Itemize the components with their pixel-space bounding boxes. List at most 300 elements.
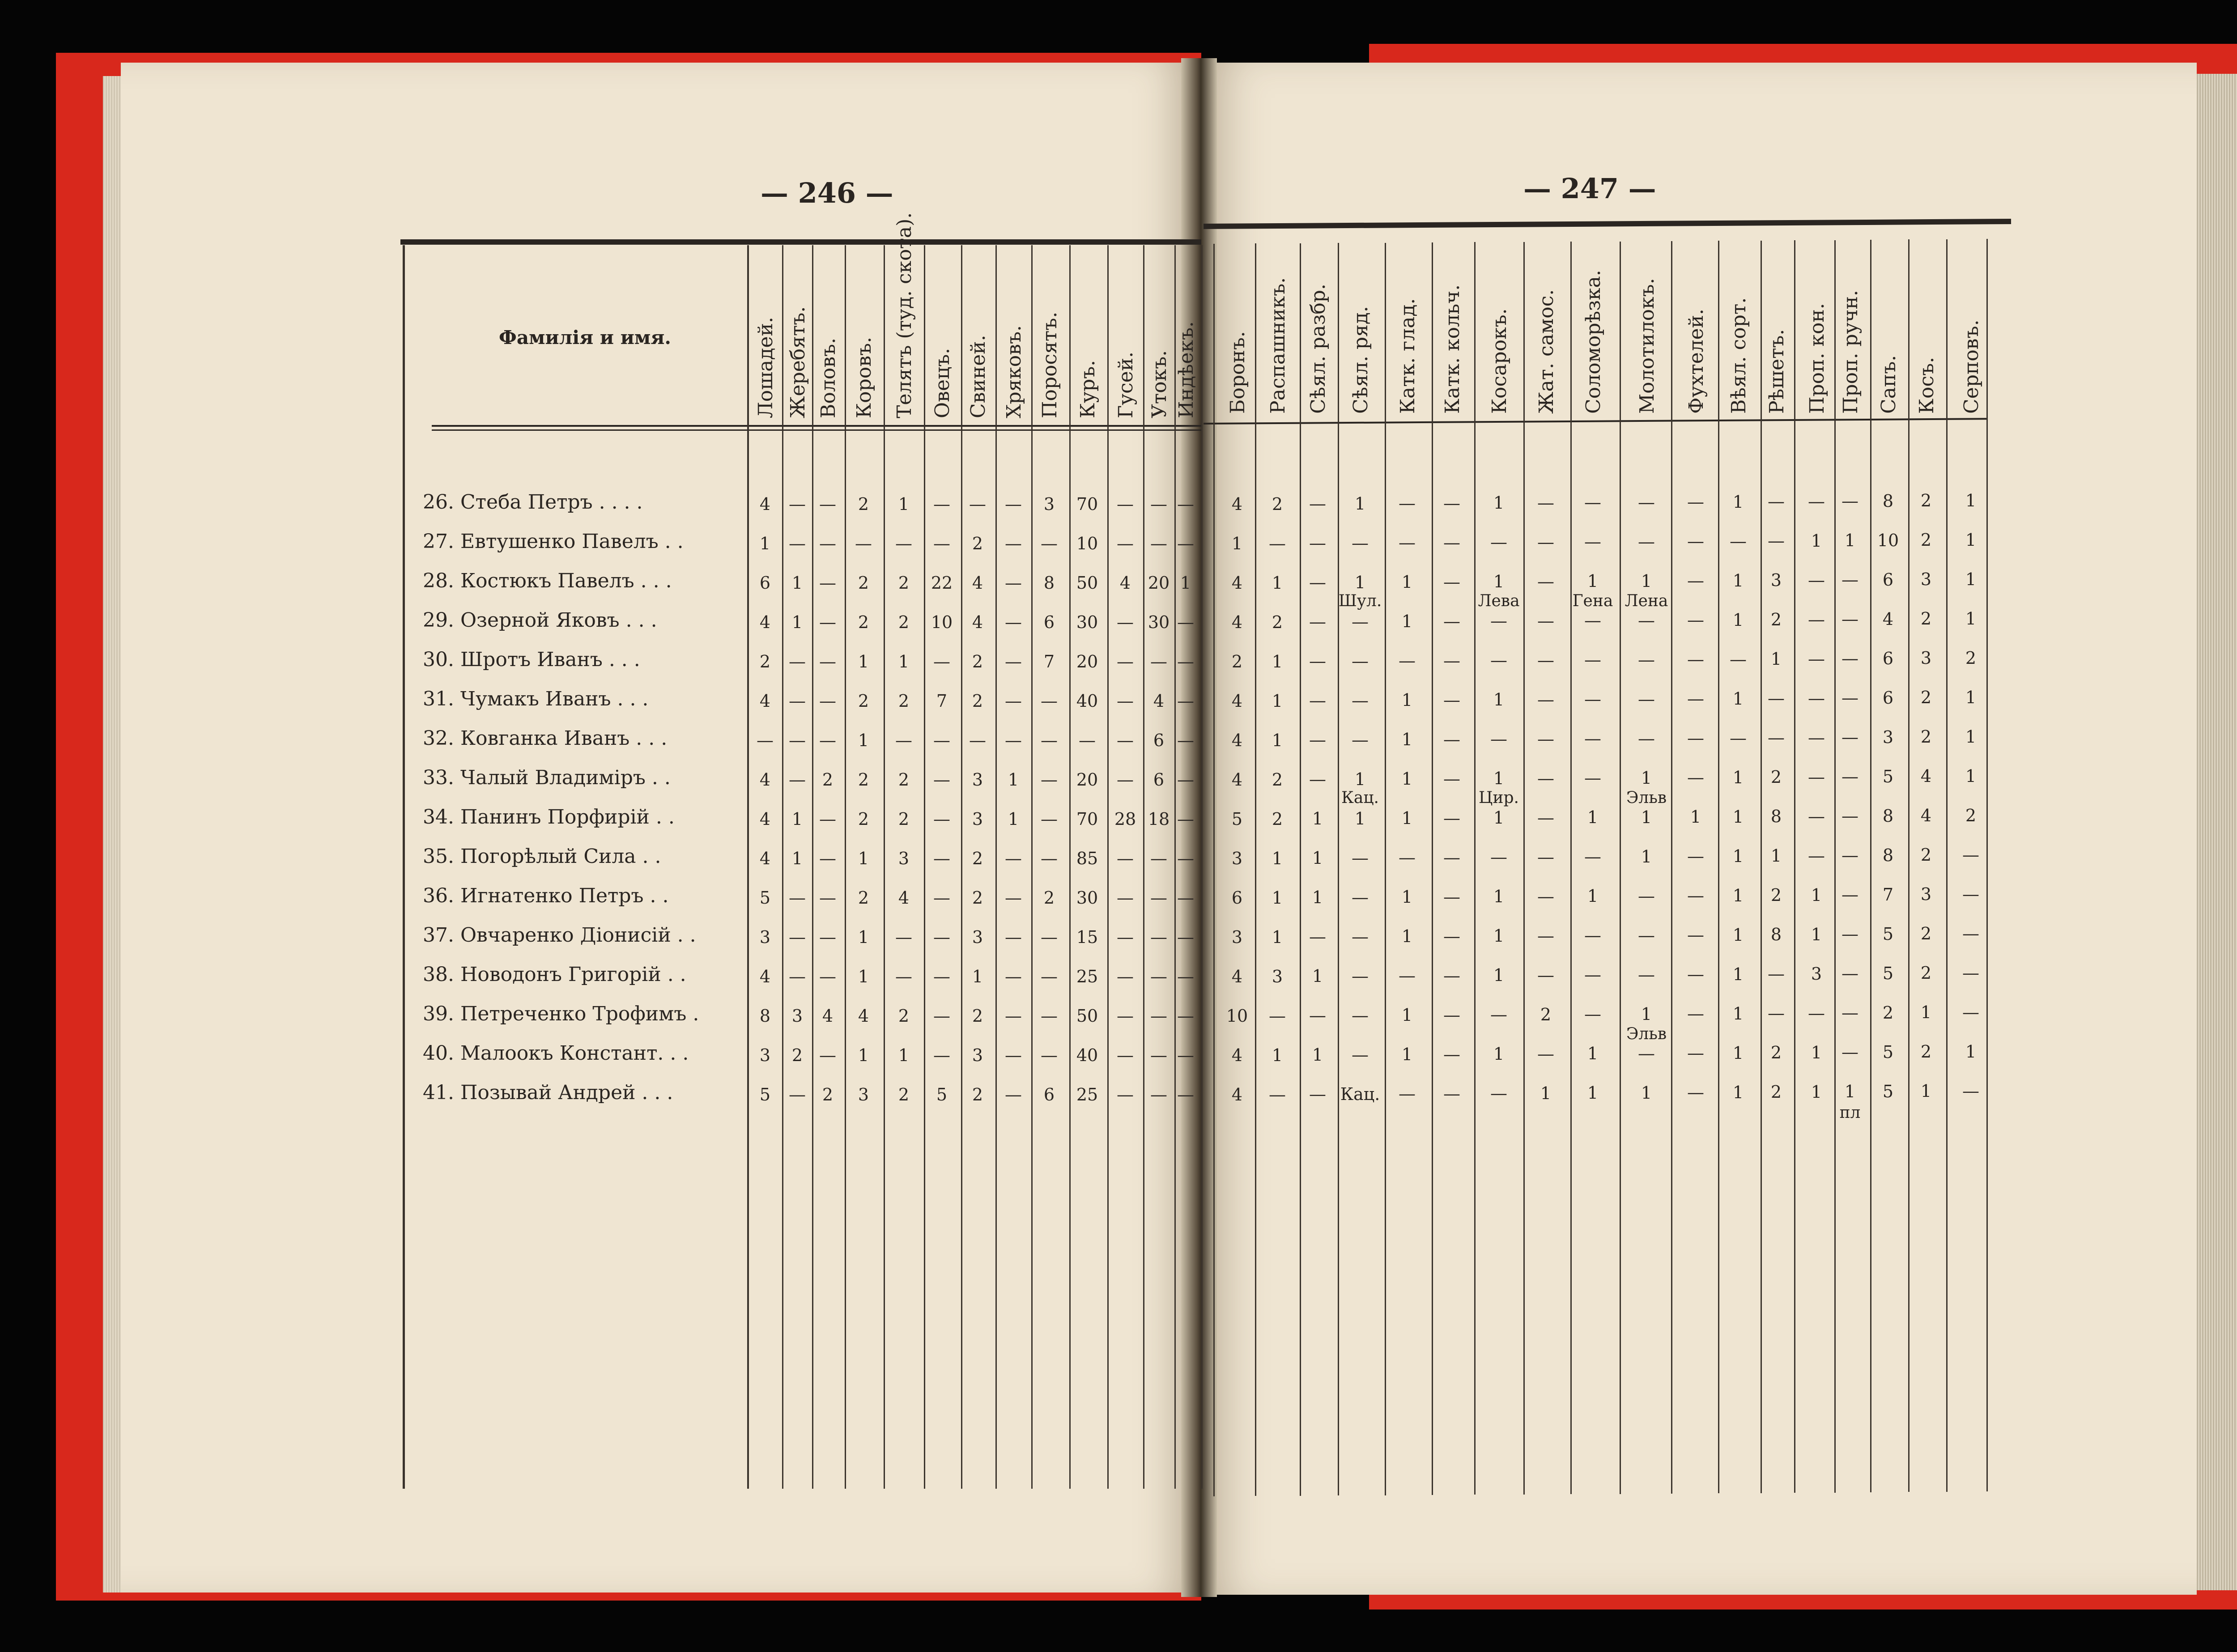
cell-left: 20 <box>1148 573 1170 593</box>
row-name: 28. Костюкъ Павелъ . . . <box>423 569 672 592</box>
cell-left: 1 <box>972 967 983 986</box>
cell-right: 3 <box>1920 648 1932 668</box>
cell-left: — <box>1117 1085 1134 1104</box>
cell-left: 10 <box>931 612 953 632</box>
cell-right: — <box>1584 965 1601 985</box>
cell-right: — <box>1584 650 1601 670</box>
cell-right: 1 <box>1587 1083 1599 1103</box>
cell-left: — <box>1079 730 1096 750</box>
cell-right: 1 <box>1401 926 1413 946</box>
cell-right: 1 <box>1920 1081 1932 1101</box>
cell-right: 1 <box>1641 1004 1652 1024</box>
column-line-right <box>1718 241 1719 1493</box>
row-name: 41. Позывай Андрей . . . <box>423 1081 673 1104</box>
cell-left: 3 <box>791 1006 803 1026</box>
cell-right: 5 <box>1882 963 1894 983</box>
cell-right: 1 <box>1770 649 1782 669</box>
cell-right: 2 <box>1965 648 1977 668</box>
cell-right: — <box>1352 966 1369 986</box>
cell-right: — <box>1443 611 1460 631</box>
column-line-left <box>924 245 925 1489</box>
cell-left: — <box>789 494 806 514</box>
cell-right: — <box>1808 845 1825 866</box>
cell-right: 8 <box>1882 845 1894 865</box>
row-name: 29. Озерной Яковъ . . . <box>423 609 657 632</box>
cell-note: Эльв <box>1626 789 1667 807</box>
row-name: 30. Шротъ Иванъ . . . <box>423 648 640 671</box>
cell-left: 3 <box>759 927 771 947</box>
cell-left: 2 <box>858 809 869 829</box>
cell-left: 5 <box>759 888 771 908</box>
cell-right: 1 <box>1844 531 1856 550</box>
column-line-right <box>1432 242 1433 1495</box>
cell-right: 2 <box>1920 688 1932 707</box>
cell-right: 1 <box>1493 690 1505 709</box>
cell-note: Цир. <box>1479 789 1519 807</box>
cell-right: — <box>1490 729 1507 749</box>
cell-left: — <box>1177 849 1194 868</box>
cell-right: 1 <box>1493 769 1505 788</box>
cell-left: — <box>819 652 836 671</box>
cell-right: — <box>1841 1003 1858 1023</box>
cell-right: — <box>1841 570 1858 590</box>
column-header-right: Сѣял. ряд. <box>1349 306 1372 414</box>
cell-right: — <box>1269 1006 1286 1026</box>
cell-right: 6 <box>1882 648 1894 668</box>
cell-note: Шул. <box>1338 592 1382 610</box>
cell-right: 1 <box>1354 493 1366 514</box>
cell-right: — <box>1352 848 1369 868</box>
cell-right: — <box>1269 1084 1286 1104</box>
cell-left: 8 <box>1043 573 1055 593</box>
column-line-left <box>1201 245 1203 1489</box>
cell-right: 1 <box>1401 887 1413 907</box>
cell-left: 2 <box>898 809 910 829</box>
cell-left: 2 <box>1043 888 1055 908</box>
column-line-right <box>1523 242 1525 1495</box>
cell-left: 2 <box>858 494 869 514</box>
cell-left: 6 <box>1043 612 1055 632</box>
cell-right: 8 <box>1882 491 1894 511</box>
cell-right: — <box>1808 727 1825 747</box>
cell-left: — <box>1041 967 1058 986</box>
cell-left: — <box>1177 927 1194 947</box>
cell-right: — <box>1537 886 1554 906</box>
cell-right: 1 <box>1401 1045 1413 1064</box>
cell-left: — <box>1005 1006 1022 1026</box>
column-header-right: Соломорѣзка. <box>1582 270 1605 414</box>
cell-left: — <box>933 534 950 553</box>
column-line-left <box>995 245 997 1489</box>
cell-right: — <box>1687 689 1704 709</box>
cell-right: 2 <box>1231 652 1243 671</box>
column-header-left: Телятъ (туд. скота). <box>893 212 916 418</box>
cell-left: 22 <box>931 573 953 593</box>
cell-left: — <box>819 1045 836 1065</box>
column-header-left: Поросятъ. <box>1038 311 1061 418</box>
cell-left: 2 <box>972 849 983 868</box>
cell-left: — <box>1117 534 1134 553</box>
cell-right: — <box>1352 533 1369 553</box>
cell-right: — <box>1399 1084 1416 1104</box>
cell-right: — <box>1808 1003 1825 1023</box>
cell-left: 1 <box>858 1045 869 1065</box>
cell-note: пл <box>1839 1104 1861 1122</box>
cell-right: 1 <box>1272 573 1283 593</box>
cell-left: 5 <box>936 1085 948 1104</box>
cell-right: — <box>1841 688 1858 708</box>
cell-right: — <box>1352 690 1369 710</box>
cell-right: 1 <box>1641 1083 1652 1103</box>
cell-left: — <box>1005 612 1022 632</box>
cell-left: — <box>1150 1085 1167 1104</box>
cell-right: — <box>1638 610 1655 630</box>
cell-left: 6 <box>759 573 771 593</box>
cell-right: — <box>1808 570 1825 590</box>
cell-left: 18 <box>1148 809 1170 829</box>
column-line-left <box>961 245 962 1489</box>
cell-right: — <box>1638 492 1655 512</box>
cell-right: 2 <box>1770 767 1782 787</box>
cell-right: — <box>1584 926 1601 945</box>
cell-right: 1 <box>1732 1082 1744 1102</box>
cell-right: — <box>1841 885 1858 905</box>
cell-left: 2 <box>858 691 869 711</box>
cell-right: 2 <box>1272 494 1283 514</box>
cell-right: 1 <box>1272 888 1283 908</box>
cell-left: 2 <box>898 612 910 632</box>
column-line-right <box>1908 239 1910 1492</box>
column-line-right <box>1946 239 1948 1492</box>
cell-note: Кац. <box>1341 789 1379 807</box>
cell-left: 4 <box>759 494 771 514</box>
column-header-left: Утокъ. <box>1148 350 1171 418</box>
cell-right: 4 <box>1231 1085 1243 1104</box>
cell-left: — <box>969 730 986 750</box>
cell-right: 1 <box>1312 809 1323 828</box>
cell-left: 2 <box>972 652 983 671</box>
cell-left: — <box>1177 691 1194 711</box>
row-name: 35. Погорѣлый Сила . . <box>423 845 661 868</box>
cell-left: 1 <box>791 612 803 632</box>
cell-left: 4 <box>759 612 771 632</box>
cell-right: — <box>1638 728 1655 748</box>
cell-right: — <box>1537 493 1554 513</box>
cell-left: — <box>1177 809 1194 829</box>
cell-left: 1 <box>858 730 869 750</box>
cell-right: 1 <box>1965 530 1977 550</box>
cell-left: 3 <box>972 809 983 829</box>
cell-left: — <box>1117 888 1134 908</box>
cell-right: 4 <box>1231 691 1243 711</box>
cell-left: — <box>1177 1006 1194 1026</box>
cell-left: — <box>1177 494 1194 514</box>
cell-right: — <box>1638 531 1655 552</box>
cell-left: 30 <box>1076 612 1098 632</box>
cell-right: — <box>1309 651 1326 671</box>
cell-left: — <box>819 494 836 514</box>
cell-right: 10 <box>1877 530 1899 550</box>
cell-left: — <box>1177 534 1194 553</box>
cell-left: 15 <box>1076 927 1098 947</box>
cell-right: — <box>1443 729 1460 749</box>
column-header-right: Рѣшетъ. <box>1765 329 1788 414</box>
cell-right: — <box>1443 532 1460 552</box>
column-line-right <box>1794 240 1795 1493</box>
column-line-left <box>1107 245 1109 1489</box>
cell-left: — <box>819 573 836 593</box>
header-rule-left-2 <box>432 429 1201 431</box>
cell-left: — <box>1150 652 1167 671</box>
column-line-right <box>1338 243 1339 1495</box>
cell-right: — <box>1687 925 1704 945</box>
cell-left: — <box>819 967 836 986</box>
cell-right: 3 <box>1920 569 1932 589</box>
cell-left: 40 <box>1076 691 1098 711</box>
cell-right: 1 <box>1732 807 1744 827</box>
cell-right: 1 <box>1732 570 1744 590</box>
cell-right: — <box>1808 806 1825 826</box>
cell-left: 6 <box>1153 730 1165 750</box>
cell-right: — <box>1443 769 1460 789</box>
cell-right: 3 <box>1920 884 1932 904</box>
column-header-right: Сапъ. <box>1877 355 1900 414</box>
cell-right: 2 <box>1770 1043 1782 1062</box>
cell-right: 1 <box>1354 572 1366 592</box>
cell-right: 6 <box>1882 688 1894 708</box>
cell-left: 4 <box>759 691 771 711</box>
column-header-right: Молотилокъ. <box>1636 278 1659 414</box>
cell-left: 30 <box>1076 888 1098 908</box>
cell-right: 1 <box>1272 651 1283 671</box>
row-name: 32. Ковганка Иванъ . . . <box>423 727 668 750</box>
cell-right: — <box>1537 729 1554 749</box>
cell-left: 7 <box>1043 652 1055 671</box>
cell-left: — <box>1041 809 1058 829</box>
cell-right: 1 <box>1641 768 1652 788</box>
cell-left: — <box>1005 1045 1022 1065</box>
cell-left: 2 <box>972 1006 983 1026</box>
cell-left: — <box>1041 1045 1058 1065</box>
cell-right: — <box>1309 573 1326 592</box>
column-line-right <box>1385 243 1386 1495</box>
cell-right: 6 <box>1882 569 1894 590</box>
cell-right: 1 <box>1732 964 1744 984</box>
cell-left: — <box>1005 888 1022 908</box>
column-line-right <box>1834 240 1836 1493</box>
cell-left: 3 <box>972 1045 983 1065</box>
column-header-left: Свиней. <box>967 335 990 418</box>
cell-right: 8 <box>1770 925 1782 944</box>
cell-right: — <box>1537 650 1554 670</box>
cell-left: 2 <box>898 691 910 711</box>
cell-left: — <box>1117 691 1134 711</box>
cell-left: 1 <box>791 809 803 829</box>
cell-right: — <box>1584 611 1601 630</box>
cell-left: — <box>933 730 950 750</box>
cell-right: — <box>1537 689 1554 709</box>
cell-right: 3 <box>1231 927 1243 947</box>
cell-right: 1 <box>1493 1044 1505 1064</box>
cell-left: 40 <box>1076 1045 1098 1065</box>
cell-right: 3 <box>1811 964 1822 984</box>
cell-right: — <box>1687 1043 1704 1063</box>
cell-right: 8 <box>1770 807 1782 826</box>
cell-left: — <box>789 730 806 750</box>
cell-right: — <box>1537 768 1554 788</box>
cell-left: 20 <box>1076 770 1098 790</box>
cell-right: — <box>1841 1042 1858 1062</box>
cell-left: 5 <box>759 1085 771 1104</box>
column-line-left <box>1031 245 1033 1489</box>
cell-left: — <box>1177 888 1194 908</box>
cell-right: — <box>1309 1006 1326 1025</box>
cell-left: — <box>819 612 836 632</box>
cell-left: 4 <box>1153 691 1165 711</box>
cell-left: — <box>789 1085 806 1104</box>
cell-left: 4 <box>759 967 771 986</box>
column-line-left <box>782 245 783 1489</box>
cell-right: — <box>1309 730 1326 750</box>
cell-left: 4 <box>1119 573 1131 593</box>
cell-left: 20 <box>1076 652 1098 671</box>
cell-left: — <box>1041 1006 1058 1026</box>
cell-right: — <box>1399 493 1416 513</box>
column-header-right: Сѣял. разбр. <box>1307 284 1330 414</box>
row-name: 37. Овчаренко Діонисій . . <box>423 924 696 947</box>
cell-right: 5 <box>1882 1042 1894 1062</box>
cell-right: 1 <box>1965 608 1977 629</box>
cell-right: 2 <box>1770 1082 1782 1102</box>
cell-right: — <box>1443 690 1460 710</box>
cell-right: 2 <box>1920 609 1932 629</box>
cell-left: 3 <box>1043 494 1055 514</box>
cell-right: — <box>1638 650 1655 670</box>
cell-right: — <box>1443 572 1460 592</box>
row-name: 39. Петреченко Трофимъ . <box>423 1002 699 1025</box>
cell-right: 1 <box>1401 690 1413 710</box>
column-header-right: Боронъ. <box>1226 331 1249 414</box>
cell-left: 85 <box>1076 849 1098 868</box>
cell-left: 2 <box>822 1085 834 1104</box>
cell-right: 1 <box>1493 887 1505 906</box>
cell-right: 1 <box>1493 926 1505 946</box>
cell-right: — <box>1638 689 1655 709</box>
column-line-right <box>1986 239 1988 1491</box>
cell-left: — <box>1117 927 1134 947</box>
cell-left: 3 <box>898 849 910 868</box>
cell-right: — <box>1768 728 1785 747</box>
cell-right: — <box>1962 1081 1979 1101</box>
cell-right: — <box>1808 649 1825 669</box>
cell-right: 1 <box>1354 769 1366 789</box>
cell-right: 1 <box>1732 885 1744 905</box>
cell-right: 1 <box>1732 688 1744 709</box>
cell-left: — <box>1041 927 1058 947</box>
cell-left: — <box>933 770 950 790</box>
table-left-border <box>403 245 405 1489</box>
cell-right: — <box>1352 730 1369 750</box>
cell-left: — <box>789 888 806 908</box>
cell-left: — <box>933 967 950 986</box>
cell-right: 1 <box>1811 885 1822 905</box>
column-line-left <box>812 245 813 1489</box>
cell-right: — <box>1687 964 1704 984</box>
column-line-right <box>1620 242 1621 1494</box>
cell-left: — <box>1150 927 1167 947</box>
column-header-left: Коровъ. <box>853 337 876 418</box>
cell-right: 2 <box>1920 727 1932 747</box>
cell-left: — <box>819 888 836 908</box>
cell-left: 4 <box>972 573 983 593</box>
cell-left: — <box>1177 1085 1194 1104</box>
cell-right: 4 <box>1231 494 1243 514</box>
cell-left: 2 <box>759 652 771 671</box>
column-line-left <box>747 245 749 1489</box>
cell-right: 1 <box>1732 767 1744 787</box>
cell-left: 25 <box>1076 1085 1098 1104</box>
cell-right: 1 <box>1732 1043 1744 1063</box>
cell-right: — <box>1808 491 1825 511</box>
cell-left: — <box>789 967 806 986</box>
cell-right: 5 <box>1882 766 1894 786</box>
cell-left: 4 <box>858 1006 869 1026</box>
cell-left: 50 <box>1076 1006 1098 1026</box>
cell-left: 3 <box>972 770 983 790</box>
cell-right: 3 <box>1231 849 1243 868</box>
cell-right: — <box>1352 926 1369 947</box>
cell-right: 1 <box>1312 966 1323 986</box>
cell-right: 2 <box>1965 805 1977 825</box>
cell-right: — <box>1443 965 1460 985</box>
column-header-right: Жат. самос. <box>1535 289 1558 414</box>
cell-left: — <box>1117 494 1134 514</box>
cell-right: 1 <box>1312 1045 1323 1065</box>
cell-right: 1 <box>1493 493 1505 513</box>
cell-left: 2 <box>898 1085 910 1104</box>
cell-note: Гена <box>1572 592 1613 610</box>
cell-right: 1 <box>1965 490 1977 510</box>
column-line-right <box>1761 241 1762 1493</box>
cell-right: — <box>1687 531 1704 551</box>
cell-left: 2 <box>898 1006 910 1026</box>
header-rule-left <box>432 425 1201 427</box>
cell-right: — <box>1730 531 1747 551</box>
cell-right: 2 <box>1272 769 1283 790</box>
cell-right: — <box>1962 884 1979 904</box>
cell-left: — <box>1177 967 1194 986</box>
cell-left: — <box>1041 534 1058 553</box>
row-name: 40. Малоокъ Констант. . . <box>423 1042 689 1065</box>
cell-right: 2 <box>1920 924 1932 943</box>
cell-left: 3 <box>759 1045 771 1065</box>
cell-right: — <box>1687 610 1704 630</box>
cell-left: — <box>1041 730 1058 750</box>
cell-left: — <box>1150 1006 1167 1026</box>
cell-right: 1 <box>1732 846 1744 866</box>
cell-right: — <box>1584 689 1601 709</box>
cell-right: — <box>1443 808 1460 828</box>
cell-left: — <box>933 849 950 868</box>
cell-left: — <box>1005 534 1022 553</box>
cell-right: — <box>1443 493 1460 513</box>
cell-right: 2 <box>1770 610 1782 629</box>
cell-right: — <box>1730 728 1747 748</box>
cell-right: 1 <box>1272 730 1283 750</box>
cell-left: 6 <box>1043 1085 1055 1104</box>
cell-right: — <box>1490 611 1507 631</box>
cell-right: — <box>1841 609 1858 629</box>
